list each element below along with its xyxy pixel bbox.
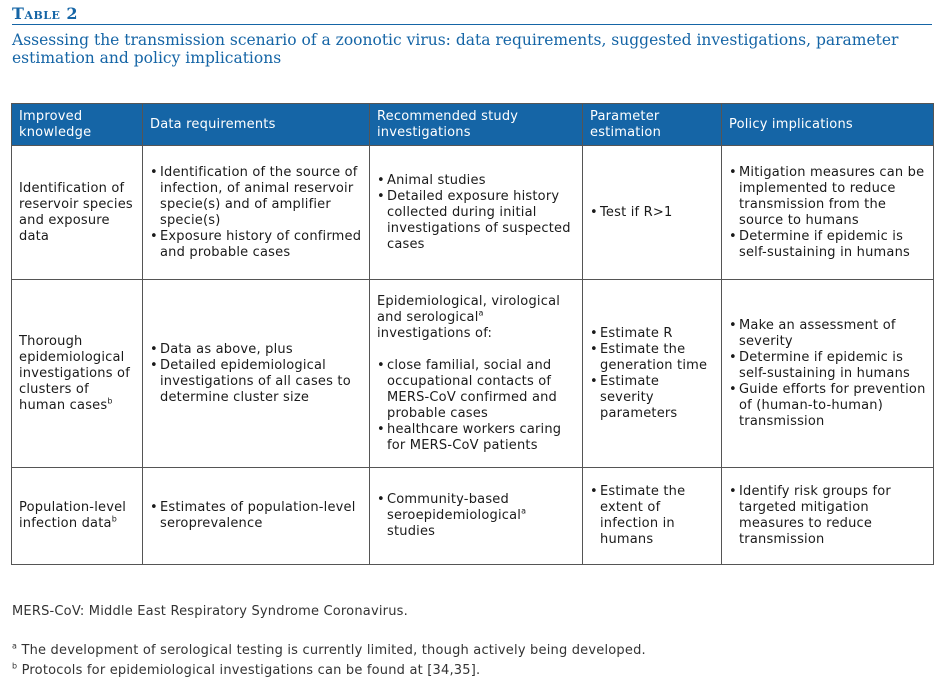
data-requirements-cell: [143, 146, 370, 280]
list-item: • Determine if epidemic is self-sustaining in humans: [729, 229, 926, 261]
footnote-marker: a: [12, 641, 18, 651]
policy-cell: [722, 146, 934, 280]
title-rule: [12, 24, 932, 25]
list-item: • Test if R>1: [590, 205, 714, 221]
list-item: • Guide efforts for prevention of (human-to-human) transmission: [729, 382, 926, 430]
list-item: • Estimate the extent of infection in humans: [590, 484, 714, 548]
list-item-text: Community-based seroepidemiological: [387, 492, 522, 523]
investigations-intro: [377, 294, 575, 342]
footnote-text: Protocols for epidemiological investigations can be found at [34,35].: [17, 663, 481, 678]
table-label: Table 2: [12, 4, 79, 23]
list-item: [377, 492, 575, 540]
footnote-a: [12, 643, 646, 658]
list-item: • Identify risk groups for targeted mitigation measures to reduce transmission: [729, 484, 926, 548]
transmission-table: [11, 103, 934, 565]
knowledge-cell: [12, 468, 143, 565]
header-row: [12, 104, 934, 146]
knowledge-text: Thorough epidemiological investigations of clusters of human cases: [19, 333, 130, 413]
table-row: [12, 280, 934, 468]
list-item: • Exposure history of confirmed and probable cases: [150, 229, 362, 261]
list-item: • Estimate severity parameters: [590, 374, 714, 422]
list-item: • Estimate the generation time: [590, 342, 714, 374]
col-header-parameters: Parameter estimation: [583, 104, 722, 146]
list-item: • healthcare workers caring for MERS-CoV patients: [377, 422, 575, 454]
intro-text: Epidemiological, virological and serological: [377, 293, 561, 325]
col-header-knowledge: Improved knowledge: [12, 104, 143, 146]
intro-text-end: investigations of:: [377, 325, 493, 341]
abbreviation-note: MERS-CoV: Middle East Respiratory Syndrome Coronavirus.: [12, 604, 408, 619]
knowledge-cell: [12, 146, 143, 280]
parameters-cell: [583, 468, 722, 565]
list-item: • Data as above, plus: [150, 342, 362, 358]
investigations-cell: [370, 146, 583, 280]
col-header-data-requirements: Data requirements: [143, 104, 370, 146]
list-item: • Estimates of population-level seroprevalence: [150, 500, 362, 532]
list-item: • Make an assessment of severity: [729, 318, 926, 350]
table-row: [12, 468, 934, 565]
investigations-cell: [370, 280, 583, 468]
table-row: [12, 146, 934, 280]
footnote-b: [12, 663, 480, 678]
footnote-marker: b: [107, 396, 113, 406]
parameters-cell: [583, 280, 722, 468]
parameters-cell: [583, 146, 722, 280]
footnote-marker: a: [478, 308, 484, 318]
list-item: • close familial, social and occupational contacts of MERS-CoV confirmed and probable cases: [377, 358, 575, 422]
policy-cell: [722, 280, 934, 468]
list-item-text-end: studies: [387, 524, 436, 539]
footnote-marker: b: [12, 661, 18, 671]
footnote-text: The development of serological testing is currently limited, though actively being developed.: [17, 643, 646, 658]
list-item: • Mitigation measures can be implemented to reduce transmission from the source to humans: [729, 165, 926, 229]
knowledge-text: Population-level infection data: [19, 500, 127, 531]
knowledge-cell: [12, 280, 143, 468]
knowledge-text: Identification of reservoir species and exposure data: [19, 180, 133, 244]
data-requirements-cell: [143, 468, 370, 565]
data-requirements-cell: [143, 280, 370, 468]
list-item: • Determine if epidemic is self-sustaining in humans: [729, 350, 926, 382]
policy-cell: [722, 468, 934, 565]
table-caption: Assessing the transmission scenario of a zoonotic virus: data requirements, suggested investigations, parameter estimation and policy implications: [12, 31, 899, 67]
list-item: • Estimate R: [590, 326, 714, 342]
col-header-investigations: Recommended study investigations: [370, 104, 583, 146]
footnote-marker: a: [521, 506, 527, 516]
list-item: • Identification of the source of infection, of animal reservoir specie(s) and of amplifier specie(s): [150, 165, 362, 229]
list-item: • Detailed exposure history collected during initial investigations of suspected cases: [377, 189, 575, 253]
col-header-policy: Policy implications: [722, 104, 934, 146]
list-item: • Animal studies: [377, 173, 575, 189]
list-item: • Detailed epidemiological investigations of all cases to determine cluster size: [150, 358, 362, 406]
footnote-marker: b: [111, 514, 117, 524]
investigations-cell: [370, 468, 583, 565]
